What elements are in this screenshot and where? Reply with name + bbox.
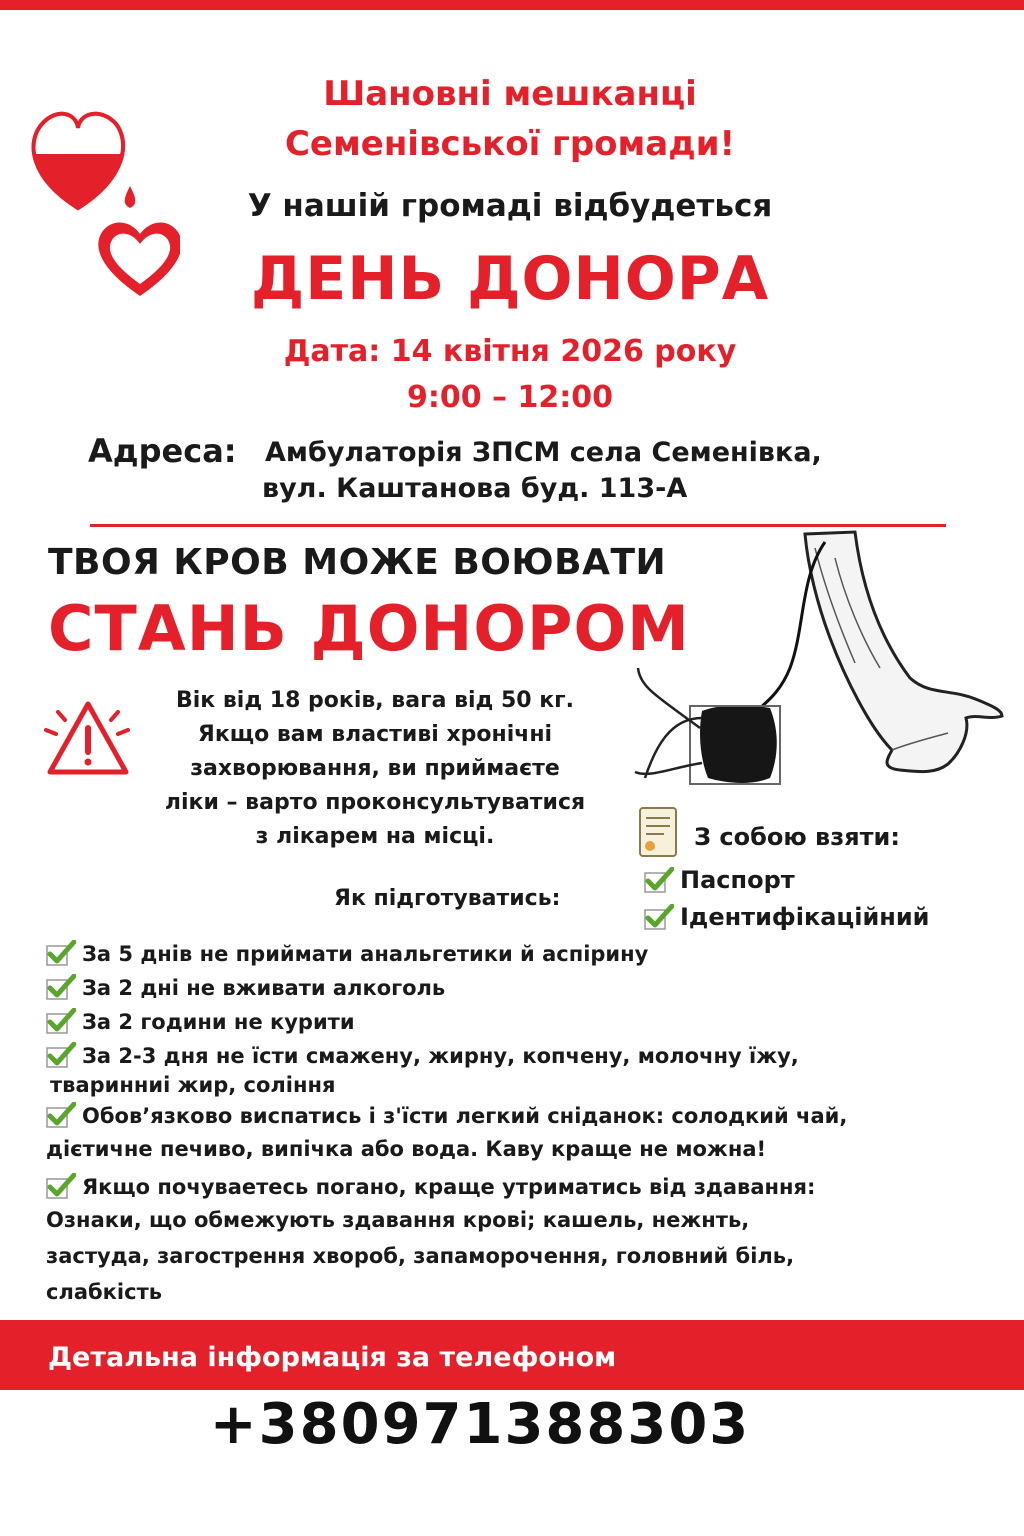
- greeting-line-2: Семенівської громади!: [284, 124, 736, 164]
- prep-title: Як підготуватись:: [334, 886, 561, 911]
- address-line-1: Амбулаторія ЗПСМ села Семенівка,: [265, 437, 822, 468]
- tip-text: Обов’язково виспатись і з'їсти легкий сніданок: солодкий чай,: [82, 1104, 848, 1128]
- tip-item: [46, 1008, 355, 1034]
- tip-item: [46, 974, 445, 1000]
- event-date: Дата: 14 квітня 2026 року: [283, 334, 737, 369]
- heart-blood-icon: [20, 100, 180, 305]
- tip-item: [46, 1042, 799, 1068]
- tip-continuation: дієтичне печиво, випічка або вода. Каву краще не можна!: [46, 1137, 767, 1161]
- tip-text: За 2 години не курити: [82, 1010, 355, 1034]
- phone-number[interactable]: +380971388303: [209, 1392, 751, 1457]
- requirements-block: [140, 684, 610, 854]
- top-accent-strip: [0, 0, 1024, 10]
- checkmark-icon: [46, 1008, 76, 1034]
- bring-item-label: Паспорт: [680, 866, 795, 894]
- tip-text: За 5 днів не приймати анальгетики й аспірину: [82, 942, 649, 966]
- section-divider: [90, 524, 946, 527]
- checkmark-icon: [46, 1102, 76, 1128]
- slogan-line-2: СТАНЬ ДОНОРОМ: [48, 592, 690, 665]
- lead-text: У нашій громаді відбудеться: [247, 188, 773, 224]
- checkmark-icon: [46, 940, 76, 966]
- tip-continuation: слабкість: [46, 1280, 163, 1304]
- tip-continuation: застуда, загострення хвороб, запаморочення, головний біль,: [46, 1244, 795, 1268]
- tip-continuation: Ознаки, що обмежують здавання крові; кашель, нежнть,: [46, 1208, 750, 1232]
- document-icon: [636, 806, 686, 860]
- footer-info-label: Детальна інформація за телефоном: [48, 1342, 617, 1373]
- checkmark-icon: [46, 1173, 76, 1199]
- slogan-line-1: ТВОЯ КРОВ МОЖЕ ВОЮВАТИ: [48, 542, 667, 583]
- checkmark-icon: [46, 1042, 76, 1068]
- tip-continuation: тваринниі жир, соління: [50, 1073, 336, 1097]
- requirement-line: Якщо вам властиві хронічні: [197, 722, 553, 747]
- event-title: ДЕНЬ ДОНОРА: [250, 244, 770, 314]
- requirement-line: з лікарем на місці.: [255, 824, 495, 849]
- bring-title: З собою взяти:: [694, 823, 900, 851]
- tip-item: [46, 940, 648, 966]
- tip-text: За 2 дні не вживати алкоголь: [82, 976, 446, 1000]
- tip-item: [46, 1173, 815, 1199]
- tip-item: [46, 1102, 847, 1128]
- checkmark-icon: [644, 867, 674, 893]
- bring-item-label: Ідентифікаційний: [680, 903, 930, 931]
- address-label: Адреса:: [88, 432, 237, 470]
- bring-item: [644, 866, 795, 894]
- arm-donation-illustration: [630, 528, 1010, 804]
- requirement-line: Вік від 18 років, вага від 50 кг.: [175, 688, 575, 713]
- warning-icon: [40, 690, 135, 785]
- checkmark-icon: [644, 904, 674, 930]
- checkmark-icon: [46, 974, 76, 1000]
- tip-text: За 2-3 дня не їсти смажену, жирну, копчену, молочну їжу,: [82, 1044, 799, 1068]
- requirement-line: захворювання, ви приймаєте: [190, 756, 560, 781]
- tip-text: Якщо почуваетесь погано, краще утриматись від здавання:: [82, 1175, 816, 1199]
- address-line-2: вул. Каштанова буд. 113-А: [262, 473, 688, 504]
- bring-item: [644, 903, 929, 931]
- requirement-line: ліки – варто проконсультуватися: [164, 790, 586, 815]
- greeting-line-1: Шановні мешканці: [323, 74, 697, 114]
- event-time: 9:00 – 12:00: [406, 380, 613, 415]
